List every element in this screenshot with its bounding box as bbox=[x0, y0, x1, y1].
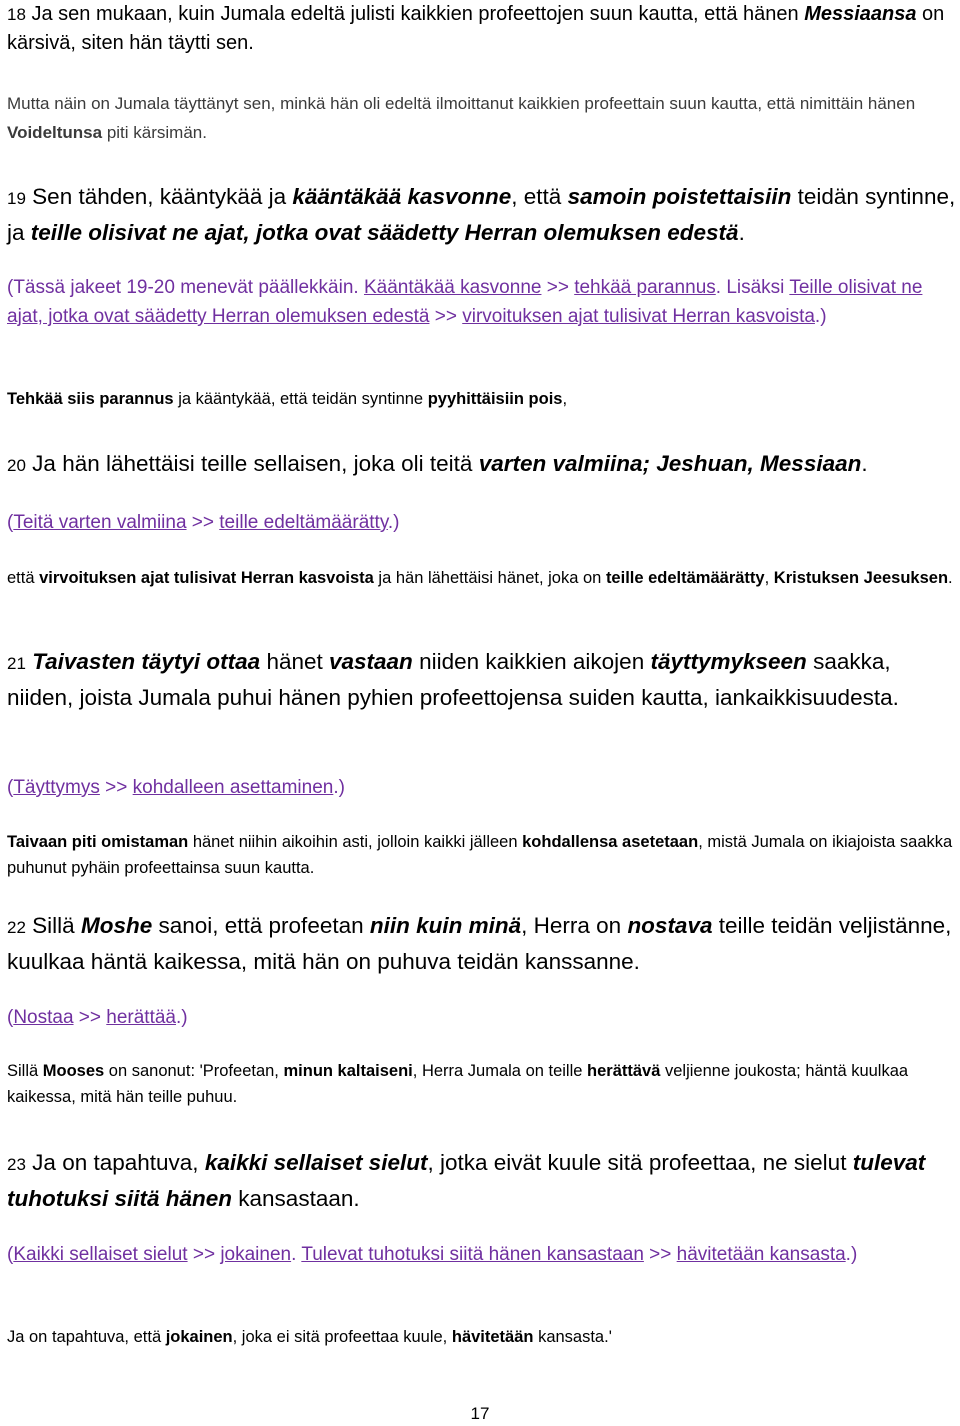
note-term: virvoituksen ajat tulisivat Herran kasvoista bbox=[462, 306, 815, 327]
verse-emphasis: niin kuin minä bbox=[369, 913, 522, 938]
verse-emphasis: kääntäkää kasvonne bbox=[292, 184, 512, 209]
para-bold: Kristuksen Jeesuksen bbox=[773, 569, 949, 587]
note-term: jokainen bbox=[220, 1244, 292, 1265]
note-19 bbox=[7, 273, 957, 331]
verse-text: , että bbox=[511, 184, 568, 209]
note-term: Täyttymys bbox=[13, 777, 100, 798]
note-text: .) bbox=[387, 512, 400, 533]
verse-number: 19 bbox=[7, 189, 26, 208]
verse-text: Ja sen mukaan, kuin Jumala edeltä julisti kaikkien profeettojen suun kautta, että hänen bbox=[25, 3, 805, 25]
verse-text: hänet bbox=[260, 649, 329, 674]
verse-number: 22 bbox=[7, 918, 26, 937]
note-text: ( bbox=[7, 512, 14, 533]
verse-text: Ja hän lähettäisi teille sellaisen, joka oli teitä bbox=[25, 451, 479, 476]
verse-emphasis: tulevat tuhotuksi siitä hänen bbox=[7, 1150, 926, 1211]
note-term: hävitetään kansasta bbox=[676, 1244, 846, 1265]
note-text: .) bbox=[814, 306, 827, 327]
para-text: on sanonut: 'Profeetan, bbox=[104, 1062, 284, 1080]
note-term: herättää bbox=[106, 1007, 177, 1028]
note-22 bbox=[7, 1003, 957, 1032]
para-text: että bbox=[7, 569, 40, 587]
note-21 bbox=[7, 773, 957, 802]
verse-number: 23 bbox=[7, 1155, 26, 1174]
verse-text: teidän syntinne, ja bbox=[7, 184, 956, 245]
note-20 bbox=[7, 508, 957, 537]
note-term: kohdalleen asettaminen bbox=[132, 777, 334, 798]
kjv-text: Mutta näin on Jumala täyttänyt sen, minkä hän oli edeltä ilmoittanut kaikkien profeettain suun kautta, että nimittäin hänen bbox=[7, 94, 916, 113]
para-text: hänet niihin aikoihin asti, jolloin kaikki jälleen bbox=[188, 833, 523, 851]
para-text: , bbox=[562, 390, 568, 408]
verse-18 bbox=[7, 0, 957, 58]
paraphrase-23 bbox=[7, 1324, 957, 1350]
para-text: Sillä bbox=[7, 1062, 43, 1080]
para-bold: herättävä bbox=[587, 1062, 661, 1080]
para-text: , bbox=[764, 569, 774, 587]
note-text: (Tässä jakeet 19-20 menevät päällekkäin. bbox=[7, 277, 364, 298]
note-text: ( bbox=[7, 1244, 14, 1265]
para-bold: pyyhittäisiin pois bbox=[427, 390, 563, 408]
para-bold: jokainen bbox=[165, 1328, 233, 1346]
para-text: veljienne joukosta; häntä kuulkaa kaikessa, mitä hän teille puhuu. bbox=[7, 1062, 909, 1106]
kjv-text: piti kärsimän. bbox=[102, 123, 207, 142]
para-bold: Taivaan piti omistaman bbox=[7, 833, 189, 851]
note-text: .) bbox=[845, 1244, 858, 1265]
verse-emphasis: Moshe bbox=[80, 913, 153, 938]
note-text: . bbox=[291, 1244, 302, 1265]
note-term: Teille olisivat ne ajat, jotka ovat säädetty Herran olemuksen edestä bbox=[7, 277, 923, 327]
verse-text: kansastaan. bbox=[232, 1186, 360, 1211]
note-text: >> bbox=[73, 1007, 107, 1028]
note-text: >> bbox=[99, 777, 133, 798]
verse-text: sanoi, että profeetan bbox=[152, 913, 370, 938]
verse-text: Sen tähden, kääntykää ja bbox=[25, 184, 293, 209]
verse-emphasis: samoin poistettaisiin bbox=[567, 184, 792, 209]
note-text: .) bbox=[333, 777, 345, 798]
note-term: Kääntäkää kasvonne bbox=[363, 277, 542, 298]
para-text: Ja on tapahtuva, että bbox=[7, 1328, 166, 1346]
verse-number: 21 bbox=[7, 654, 26, 673]
note-text: ( bbox=[7, 1007, 14, 1028]
note-term: Kaikki sellaiset sielut bbox=[13, 1244, 188, 1265]
para-bold: Tehkää siis parannus bbox=[7, 390, 174, 408]
verse-emphasis: teille olisivat ne ajat, jotka ovat säädetty Herran olemuksen edestä bbox=[30, 220, 739, 245]
para-bold: kohdallensa asetetaan bbox=[522, 833, 699, 851]
verse-number: 20 bbox=[7, 456, 26, 475]
para-text: . bbox=[948, 569, 953, 587]
para-text: , mistä Jumala on ikiajoista saakka puhunut pyhäin profeettainsa suun kautta. bbox=[7, 833, 953, 877]
paraphrase-20 bbox=[7, 565, 957, 591]
note-term: teille edeltämäärätty bbox=[219, 512, 388, 533]
kjv-bold: Voideltunsa bbox=[7, 123, 103, 142]
verse-text: Ja on tapahtuva, bbox=[25, 1150, 205, 1175]
para-text: , joka ei sitä profeettaa kuule, bbox=[232, 1328, 452, 1346]
verse-20 bbox=[7, 447, 957, 483]
verse-text: . bbox=[861, 451, 868, 476]
note-text: >> bbox=[643, 1244, 677, 1265]
note-text: . Lisäksi bbox=[715, 277, 790, 298]
paraphrase-21 bbox=[7, 829, 957, 881]
para-text: kansasta.' bbox=[533, 1328, 612, 1346]
note-text: >> bbox=[186, 512, 220, 533]
verse-text: saakka, niiden, joista Jumala puhui hänen pyhien profeettojensa suiden kautta, iankaikkisuudesta. bbox=[7, 649, 899, 710]
paraphrase-19 bbox=[7, 386, 957, 412]
note-23 bbox=[7, 1240, 957, 1269]
para-bold: hävitetään bbox=[451, 1328, 534, 1346]
verse-text: , Herra on bbox=[521, 913, 628, 938]
page-number: 17 bbox=[470, 1404, 490, 1423]
verse-21 bbox=[7, 645, 957, 715]
note-term: tehkää parannus bbox=[574, 277, 716, 298]
para-bold: teille edeltämäärätty bbox=[605, 569, 765, 587]
para-text: , Herra Jumala on teille bbox=[412, 1062, 588, 1080]
para-text: ja hän lähettäisi hänet, joka on bbox=[373, 569, 606, 587]
note-term: Teitä varten valmiina bbox=[13, 512, 187, 533]
verse-number: 18 bbox=[7, 5, 26, 24]
note-term: Nostaa bbox=[13, 1007, 74, 1028]
verse-text: niiden kaikkien aikojen bbox=[412, 649, 651, 674]
verse-emphasis: kaikki sellaiset sielut bbox=[204, 1150, 428, 1175]
verse-emphasis: täyttymykseen bbox=[650, 649, 807, 674]
paraphrase-22 bbox=[7, 1058, 957, 1110]
verse-emphasis: varten valmiina; Jeshuan, Messiaan bbox=[478, 451, 862, 476]
note-text: >> bbox=[429, 306, 463, 327]
para-bold: Mooses bbox=[42, 1062, 105, 1080]
verse-text: Sillä bbox=[25, 913, 81, 938]
note-text: >> bbox=[541, 277, 575, 298]
verse-emphasis: Messiaansa bbox=[804, 3, 917, 25]
verse-text: . bbox=[738, 220, 745, 245]
note-text: >> bbox=[187, 1244, 221, 1265]
para-text: ja kääntykää, että teidän syntinne bbox=[173, 390, 428, 408]
verse-22 bbox=[7, 909, 957, 979]
verse-23 bbox=[7, 1146, 957, 1216]
kjv-18 bbox=[7, 89, 957, 147]
verse-emphasis: nostava bbox=[627, 913, 713, 938]
verse-text: , jotka eivät kuule sitä profeettaa, ne sielut bbox=[427, 1150, 853, 1175]
verse-emphasis: vastaan bbox=[329, 649, 413, 674]
verse-emphasis: Taivasten täytyi ottaa bbox=[32, 649, 261, 674]
verse-text: on kärsivä, siten hän täytti sen. bbox=[7, 3, 945, 54]
note-term: Tulevat tuhotuksi siitä hänen kansastaan bbox=[301, 1244, 644, 1265]
note-text: .) bbox=[176, 1007, 188, 1028]
verse-text: teille teidän veljistänne, kuulkaa häntä kaikessa, mitä hän on puhuva teidän kanssanne. bbox=[7, 913, 952, 974]
para-bold: virvoituksen ajat tulisivat Herran kasvoista bbox=[39, 569, 374, 587]
note-text: ( bbox=[7, 777, 14, 798]
verse-19 bbox=[7, 180, 957, 250]
para-bold: minun kaltaiseni bbox=[283, 1062, 413, 1080]
